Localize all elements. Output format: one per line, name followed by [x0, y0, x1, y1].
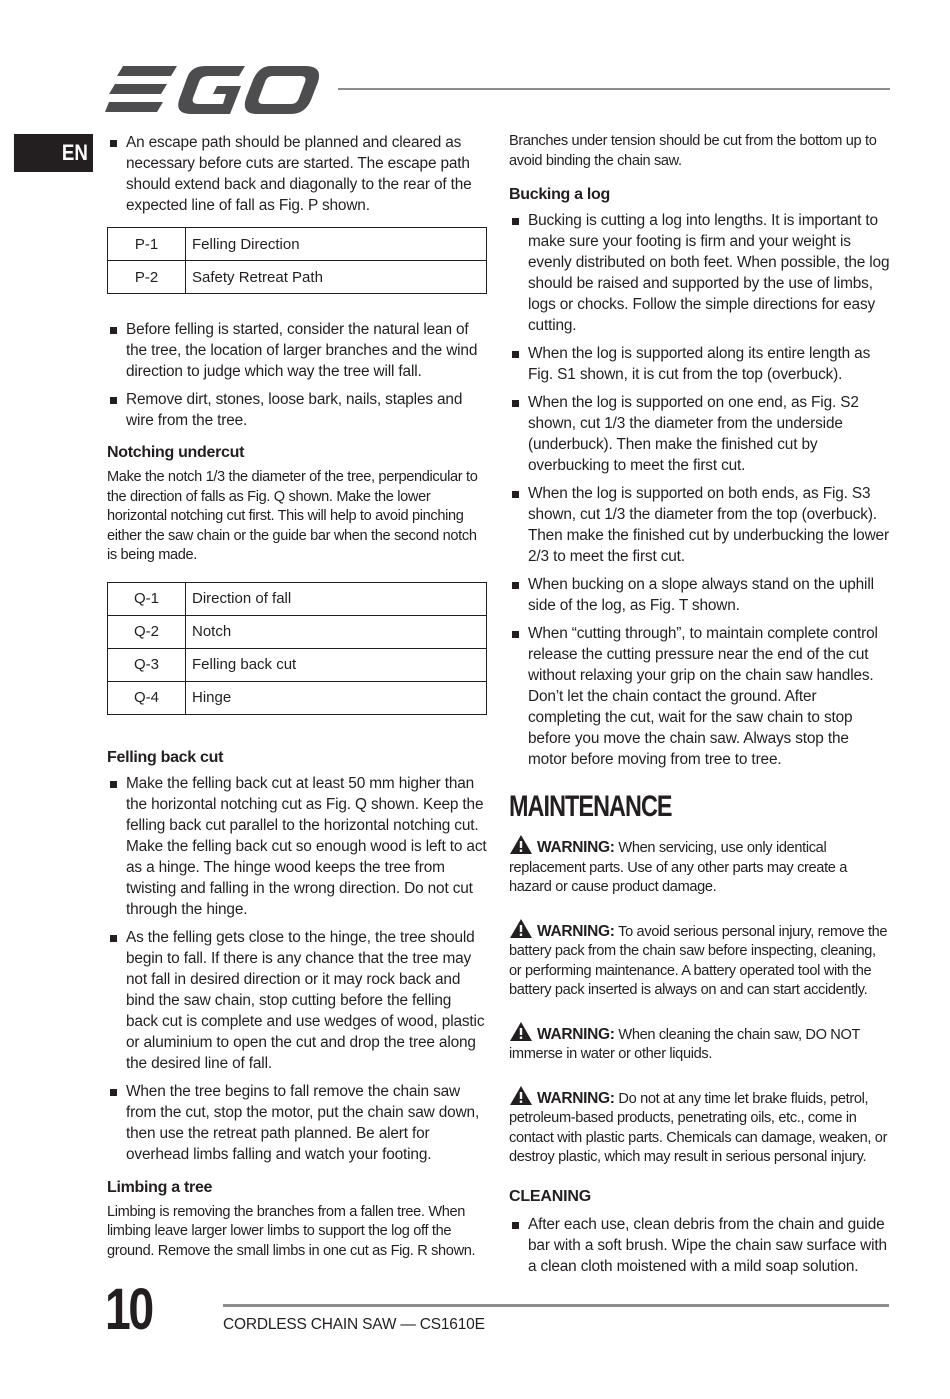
- warning-label: WARNING:: [537, 1089, 615, 1107]
- language-tab: EN: [14, 134, 93, 172]
- list-item: An escape path should be planned and cleared as necessary before cuts are started. The escape path should extend back and diagonally to the rear of the expected line of fall as Fig. P shown.: [107, 132, 487, 216]
- warning-triangle-icon: [509, 1021, 533, 1042]
- legend-code: P-2: [108, 261, 186, 294]
- warning-text: When cleaning the chain saw, DO NOT immerse in water or other liquids.: [509, 1026, 860, 1062]
- list-item: Make the felling back cut at least 50 mm higher than the horizontal notching cut as Fig. Q shown. Keep the felling back cut parallel to the horizontal notching cut. Make the felling back cut so enough wood is left to act as a hinge. The hinge wood keeps the tree from twisting and falling in the wrong direction. Do not cut through the hinge.: [107, 773, 487, 920]
- legend-label: Safety Retreat Path: [186, 261, 487, 294]
- legend-label: Notch: [186, 615, 487, 648]
- legend-code: Q-3: [108, 648, 186, 681]
- legend-label: Felling back cut: [186, 648, 487, 681]
- list-item: When the log is supported on one end, as Fig. S2 shown, cut 1/3 the diameter from the underside (underbuck). Then make the finished cut by overbucking to meet the first cut.: [509, 392, 890, 476]
- notching-text: Make the notch 1/3 the diameter of the tree, perpendicular to the direction of falls as Fig. Q shown. Make the lower horizontal notching cut first. This will help to avoid pinching either the saw chain or the guide bar when the second notch is being made.: [107, 469, 478, 563]
- list-item: After each use, clean debris from the chain and guide bar with a soft brush. Wipe the chain saw surface with a clean cloth moistened with a mild soap solution.: [509, 1214, 890, 1277]
- warning-text: To avoid serious personal injury, remove the battery pack from the chain saw before inspecting, cleaning, or performing maintenance. A battery operated tool with the battery pack inserted is always on and can start accidently.: [509, 923, 888, 998]
- maintenance-title: MAINTENANCE: [509, 790, 672, 823]
- list-item: As the felling gets close to the hinge, the tree should begin to fall. If there is any chance that the tree may not fall in desired direction or it may rock back and bind the saw chain, stop cutting before the felling back cut is complete and use wedges of wood, plastic or aluminium to open the cut and drop the tree along the desired line of fall.: [107, 927, 487, 1074]
- legend-code: Q-1: [108, 582, 186, 615]
- list-item: Remove dirt, stones, loose bark, nails, staples and wire from the tree.: [107, 389, 487, 431]
- list-item: Before felling is started, consider the natural lean of the tree, the location of larger branches and the wind direction to judge which way the tree will fall.: [107, 319, 487, 382]
- bucking-heading: Bucking a log: [509, 186, 610, 203]
- notching-heading: Notching undercut: [107, 444, 245, 461]
- table-row: [108, 582, 487, 615]
- ego-logo: [105, 64, 320, 116]
- warning-text: When servicing, use only identical replacement parts. Use of any other parts may create a hazard or cause product damage.: [509, 840, 848, 895]
- table-row: [108, 648, 487, 681]
- warning-label: WARNING:: [537, 922, 615, 940]
- list-item: When the log is supported on both ends, as Fig. S3 shown, cut 1/3 the diameter from the top (overbuck). Then make the finished cut by underbucking the lower 2/3 to meet the first cut.: [509, 483, 890, 567]
- bucking-bullets: [509, 210, 890, 770]
- list-item: Bucking is cutting a log into lengths. It is important to make sure your footing is firm and your weight is evenly distributed on both feet. When possible, the log should be raised and supported by the use of limbs, logs or chocks. Follow the simple directions for easy cutting.: [509, 210, 890, 336]
- page-number: 10: [105, 1277, 152, 1342]
- left-column: [107, 132, 487, 1261]
- list-item: When the tree begins to fall remove the chain saw from the cut, stop the motor, put the chain saw down, then use the retreat path planned. Be alert for overhead limbs falling and watch your footing.: [107, 1081, 487, 1165]
- table-row: [108, 615, 487, 648]
- limbing-heading: Limbing a tree: [107, 1178, 213, 1196]
- list-item: When the log is supported along its entire length as Fig. S1 shown, it is cut from the top (overbuck).: [509, 343, 890, 385]
- felling-heading: Felling back cut: [107, 748, 224, 766]
- warning-block: [509, 1021, 890, 1065]
- footer-product: CORDLESS CHAIN SAW — CS1610E: [223, 1316, 485, 1333]
- cleaning-bullets: [509, 1214, 890, 1277]
- intro-bullets: [107, 132, 487, 216]
- table-row: [108, 261, 487, 294]
- legend-code: Q-2: [108, 615, 186, 648]
- felling-prep-bullets: [107, 319, 487, 431]
- warning-triangle-icon: [509, 918, 533, 939]
- legend-table-q: [107, 582, 487, 715]
- list-item: When “cutting through”, to maintain complete control release the cutting pressure near the end of the cut without relaxing your grip on the chain saw handles. Don’t let the chain contact the ground. After completing the cut, wait for the saw chain to stop before you move the chain saw. Always stop the motor before moving from tree to tree.: [509, 623, 890, 770]
- legend-code: Q-4: [108, 681, 186, 714]
- right-column: [509, 132, 890, 1284]
- warning-text: Do not at any time let brake fluids, petrol, petroleum-based products, penetrating oils, etc., come in contact with plastic parts. Chemicals can damage, weaken, or destroy plastic, which may result in serious personal injury.: [509, 1090, 888, 1165]
- list-item: When bucking on a slope always stand on the uphill side of the log, as Fig. T shown.: [509, 574, 890, 616]
- header-rule: [338, 88, 890, 90]
- warning-block: [509, 1085, 890, 1168]
- warning-triangle-icon: [509, 1085, 533, 1106]
- warning-triangle-icon: [509, 834, 533, 855]
- limbing-text: Limbing is removing the branches from a fallen tree. When limbing leave larger lower limbs to support the log off the ground. Remove the small limbs in one cut as Fig. R shown.: [107, 1203, 476, 1259]
- branches-text: Branches under tension should be cut from the bottom up to avoid binding the chain saw.: [509, 133, 877, 169]
- legend-label: Felling Direction: [186, 228, 487, 261]
- legend-label: Hinge: [186, 681, 487, 714]
- felling-bullets: [107, 773, 487, 1165]
- warning-label: WARNING:: [537, 839, 615, 856]
- legend-label: Direction of fall: [186, 582, 487, 615]
- table-row: [108, 681, 487, 714]
- footer-rule: [223, 1304, 889, 1307]
- warning-block: [509, 918, 890, 1001]
- cleaning-heading: CLEANING: [509, 1187, 591, 1205]
- legend-code: P-1: [108, 228, 186, 261]
- legend-table-p: [107, 227, 487, 294]
- warning-block: [509, 834, 890, 898]
- warning-label: WARNING:: [537, 1025, 615, 1043]
- table-row: [108, 228, 487, 261]
